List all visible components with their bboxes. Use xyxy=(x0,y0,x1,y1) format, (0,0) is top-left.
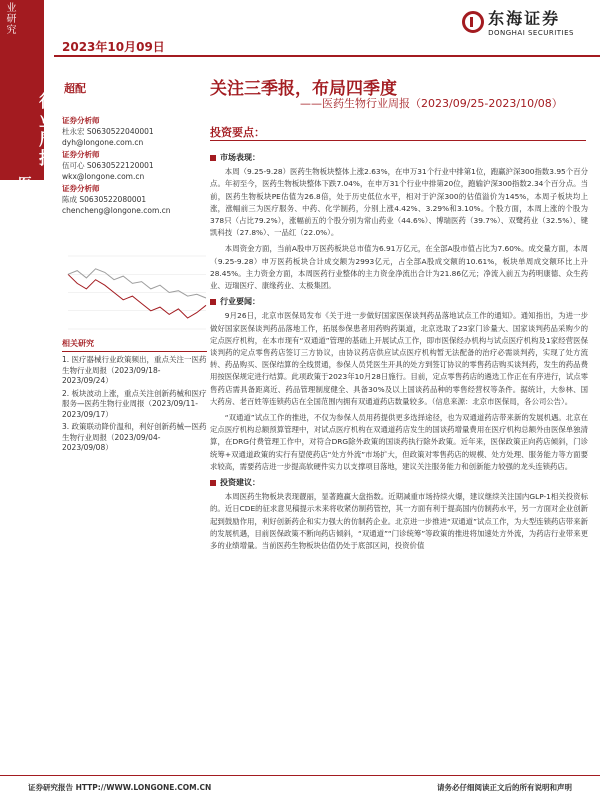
related-research xyxy=(62,338,207,456)
footer-left[interactable]: 证券研究报告 HTTP://WWW.LONGONE.COM.CN xyxy=(28,783,212,792)
analyst-block xyxy=(62,115,207,148)
paragraph: 本周（9.25-9.28）医药生物板块整体上涨2.63%，在申万31个行业中排第1位，跑赢沪深300指数3.95个百分点。年初至今，医药生物板块整体下跌7.04%，在申万31个行业中排第20位，跑输沪深300指数2.34个百分点。当前，医药生物板块PE估值为26.8倍，处于历史低位水平，相对于沪深300的估值溢价为145%，本周子板块均上涨，涨幅前三为医疗服务、中药、化学制药，分别上涨4.42%、3.29%和3.10%。个股方面，本周上涨的个股为378只（占比79.2%），涨幅前五的个股分别为常山药业（44.6%）、博瑞医药（39.7%）、双鹭药业（32.5%）、键凯科技（27.8%）、一品红（22.0%）。 xyxy=(210,167,588,238)
analyst-list xyxy=(62,115,207,217)
logo-en: DONGHAI SECURITIES xyxy=(488,29,574,37)
footer-divider xyxy=(0,775,600,776)
section-head-label: 投资建议： xyxy=(220,478,260,488)
chart-series-line xyxy=(68,274,206,318)
footer-right: 请务必仔细阅读正文后的所有说明和声明 xyxy=(437,783,572,792)
sidebar-section-a: 行业周报 xyxy=(35,92,55,168)
sidebar-section-b: 医药生物 xyxy=(16,176,32,240)
section-head-label: 市场表现： xyxy=(220,153,260,162)
section-head-advice xyxy=(210,477,588,489)
analyst-name: 伍可心 S0630522120001 xyxy=(62,161,154,170)
analyst-email: chencheng@longone.com.cn xyxy=(62,206,171,215)
paragraph: 本周资金方面，当前A股申万医药板块总市值为6.91万亿元，在全部A股市值占比为7.60%。成交量方面，本周（9.25-9.28）申万医药板块合计成交额为2993亿元，占全部A股成交额的10.61%，板块单周成交额环比上升28.45%。主力资金方面，本周医药行业整体的主力资金净流出合计为21.86亿元；净流入前五为药明康德、众生药业、迈瑞医疗、康缘药业、太极集团。 xyxy=(210,244,588,291)
bullet-icon xyxy=(210,480,216,486)
chart-series-line xyxy=(68,269,206,298)
analyst-email: dyh@longone.com.cn xyxy=(62,138,144,147)
section-head-label: 行业要闻： xyxy=(220,297,260,307)
company-logo xyxy=(462,6,574,37)
report-date: 2023年10月09日 xyxy=(62,40,165,54)
analyst-block xyxy=(62,183,207,216)
paragraph: 9月26日，北京市医保局发布《关于进一步做好国家医保谈判药品落地试点工作的通知》。通知指出，为进一步做好国家医保谈判药品落地工作，拓展参保患者用药购药渠道，北京选取了23家门诊量大、国家谈判药品采购少的定点医疗机构，在本市现有“双通道”管理的基础上开展试点工作，即市医保经办机构与试点医疗机构及1家经营医保谈判药的定点零售药店签订三方协议，由协议药店供应试点医疗机构暂无法配备的治疗必需谈判药，实现了处方流转、药品购买、医保结算的全线贯通，参保人员凭医生开具的处方到签订协议的零售药店购买谈判药，发生的药品费用按医保规定进行结算。此项政策于2023年10月28日施行。目前，定点零售药店的遴选工作正在有序进行，试点零售药店需具备距离近、药品管理制度健全、具备30%及以上国谈药品种的零售经营权等条件。据统计，大参林、国大药房、老百姓等连锁药店在全国范围内拥有双通道药店数量较多。（信息来源：北京市医保局，各公司公告）。 xyxy=(210,311,588,406)
bullet-icon xyxy=(210,155,216,161)
logo-cn: 东海证券 xyxy=(488,9,561,28)
section-head-market xyxy=(210,152,588,164)
key-points-divider xyxy=(210,140,586,141)
report-title: 关注三季报，布局四季度 xyxy=(210,79,397,99)
analyst-name: 杜永宏 S0630522040001 xyxy=(62,127,154,136)
related-item[interactable]: 3. 政策联动降价温和，利好创新药械—医药生物行业周报（2023/09/04-2023/09/08） xyxy=(62,422,207,452)
footer xyxy=(28,782,572,793)
section-head-news xyxy=(210,296,588,308)
report-subtitle: ——医药生物行业周报（2023/09/25-2023/10/08） xyxy=(300,97,563,110)
paragraph: 本周医药生物板块表现靓丽，显著跑赢大盘指数。近期减重市场持续火爆，建议继续关注国内GLP-1相关投资标的。近日CDE的征求意见稿提示未来将收紧仿制药管控，其一方面有利于提高国内仿制药水平，另一方面对企业创新起到鼓励作用，利好创新药企和实力强大的仿制药企业。北京进一步推进“双通道”试点工作，为大型连锁药店带来新的发展机遇，目前医保政策不断向药店倾斜，“双通道”“门诊统筹”等政策的推进将加速处方外流，为药店行业带来更多的业绩增量。当前医药生物板块估值仍处于底部区间，投资价值 xyxy=(210,492,588,551)
analyst-name: 陈成 S0630522080001 xyxy=(62,195,147,204)
bullet-icon xyxy=(210,299,216,305)
analyst-block xyxy=(62,149,207,182)
related-item[interactable]: 2. 板块波动上涨，重点关注创新药械和医疗服务—医药生物行业周报（2023/09/11-2023/09/17） xyxy=(62,388,207,419)
analyst-title: 证券分析师 xyxy=(62,116,100,125)
rating-label: 超配 xyxy=(64,82,86,95)
related-title: 相关研究 xyxy=(62,338,207,352)
paragraph: “双通道”试点工作的推进，不仅为参保人员用药提供更多选择途径，也为双通道药店带来新的发展机遇。北京在定点医疗机构总额预算管理中，对试点医疗机构在双通道药店发生的国谈药增量费用在医疗机构总额外由医保单独清算，在DRG付费管理工作中，对符合DRG除外政策的国谈药执行除外政策。近年来，医保政策正向药店倾斜，门诊统筹+双通道政策的实行有望使药店“处方外流”市场扩大，但政策对零售药店的规模、处方处理、服务能力等方面要求较高，需要药店进一步提高软硬件实力以支撑项目落地，建议关注服务能力和创新能力较强的龙头连锁药店。 xyxy=(210,413,588,471)
sidebar-top-label: 业研究 xyxy=(4,2,15,35)
related-item[interactable]: 1. 医疗器械行业政策频出，重点关注一医药生物行业周报（2023/09/18-2023/09/24） xyxy=(62,355,207,385)
header-divider xyxy=(54,55,600,57)
main-content xyxy=(210,148,588,556)
analyst-title: 证券分析师 xyxy=(62,150,100,159)
analyst-title: 证券分析师 xyxy=(62,184,100,193)
analyst-email: wkx@longone.com.cn xyxy=(62,172,145,181)
key-points-title: 投资要点： xyxy=(210,126,265,139)
performance-chart xyxy=(62,250,212,335)
logo-mark-icon xyxy=(462,11,484,33)
